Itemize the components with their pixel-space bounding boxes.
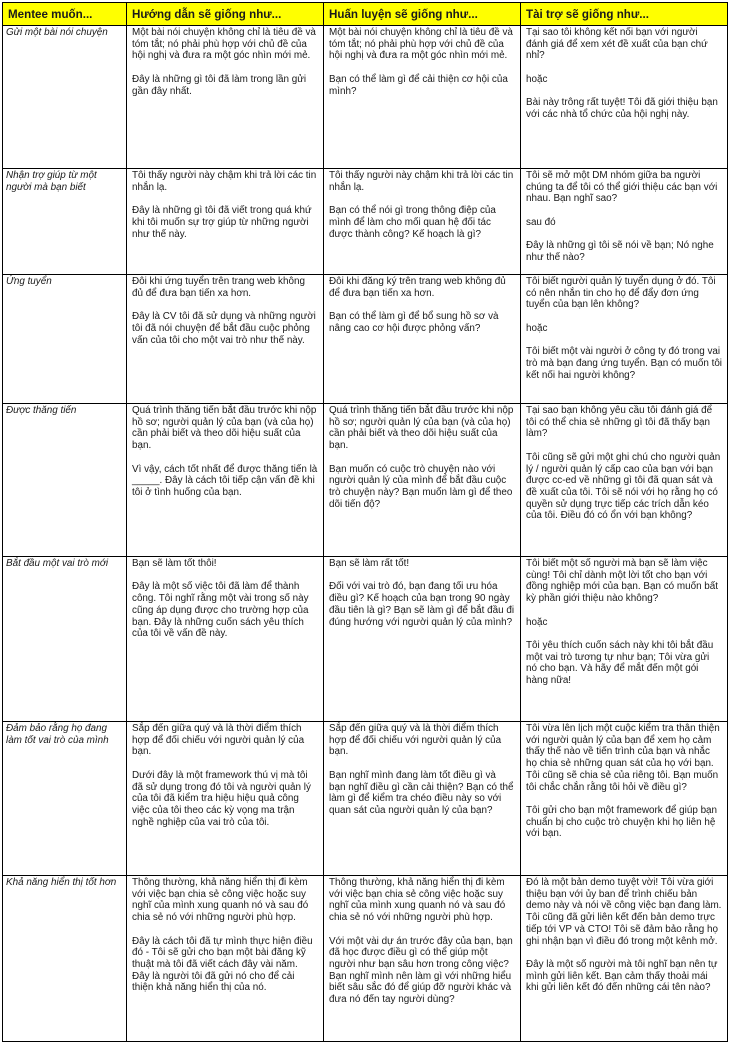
coaching-cell: [324, 557, 521, 722]
table-row: [3, 26, 728, 169]
guidance-paragraph: Quá trình thăng tiến bắt đầu trước khi nộp hồ sơ; người quản lý của bạn (và của họ) cần phải biết và theo dõi hiệu suất của bạn.: [132, 405, 317, 452]
table-row: [3, 876, 728, 1042]
coaching-cell: [324, 275, 521, 404]
sponsorship-paragraph: Tôi gửi cho bạn một framework để giúp bạn chuẩn bị cho cuộc trò chuyện khi họ liên hệ với bạn.: [526, 804, 718, 840]
sponsorship-paragraph: Tôi vừa lên lịch một cuộc kiểm tra thân thiện với người quản lý của bạn để xem họ cảm thấy thế nào về tiến trình của bạn và nhắc họ chia sẻ những quan sát của họ với bạn. Tôi cũng sẽ chia sẻ của riêng tôi. Bạn muốn tôi chắc chắn rằng tôi hỏi về điều gì?: [526, 723, 720, 793]
guidance-paragraph: Đôi khi ứng tuyển trên trang web không đủ để đưa bạn tiến xa hơn.: [132, 276, 305, 299]
table-row: [3, 404, 728, 557]
sponsorship-cell: [521, 557, 728, 722]
guidance-cell: [127, 26, 324, 169]
table-row: [3, 722, 728, 876]
sponsorship-paragraph: Tôi biết người quản lý tuyển dụng ở đó. Tôi có nên nhắn tin cho họ để đẩy đơn ứng tuyển của bạn lên không?: [526, 276, 716, 311]
coaching-cell: [324, 876, 521, 1042]
guidance-paragraph: Đây là những gì tôi đã viết trong quá khứ khi tôi muốn sự trợ giúp từ những người như thế này.: [132, 205, 312, 240]
header-row: [3, 3, 728, 26]
header-coaching: Huấn luyện sẽ giống như...: [324, 3, 521, 26]
sponsorship-paragraph: sau đó: [526, 216, 556, 228]
guidance-paragraph: Vì vậy, cách tốt nhất để được thăng tiến là _____. Đây là cách tôi tiếp cận vấn đề khi tôi ở tình huống của bạn.: [132, 463, 318, 498]
row-label: Bắt đầu một vai trò mới: [3, 557, 127, 722]
guidance-paragraph: Đây là CV tôi đã sử dụng và những người tôi đã nói chuyện để bắt đầu cuộc phỏng vấn của tôi cho một vai trò như thế này.: [132, 311, 316, 346]
coaching-cell: [324, 404, 521, 557]
header-guidance: Hướng dẫn sẽ giống như...: [127, 3, 324, 26]
guidance-paragraph: Một bài nói chuyện không chỉ là tiêu đề và tóm tắt; nó phải phù hợp với chủ đề của hội nghị và đưa ra một góc nhìn mới mẻ.: [132, 27, 316, 62]
coaching-paragraph: Bạn có thể làm gì để bổ sung hồ sơ và nâng cao cơ hội được phỏng vấn?: [329, 311, 499, 334]
sponsorship-paragraph: hoặc: [526, 73, 548, 85]
guidance-paragraph: Đây là cách tôi đã tự mình thực hiện điều đó - Tôi sẽ gửi cho bạn một bài đăng kỹ thuật mà tôi đã viết cách đây vài năm. Đây là người tôi đã gửi nó cho để cải thiện khả năng hiển thị của nó.: [132, 935, 313, 994]
coaching-cell: [324, 722, 521, 876]
header-sponsorship: Tài trợ sẽ giống như...: [521, 3, 728, 26]
row-label: Được thăng tiến: [3, 404, 127, 557]
sponsorship-paragraph: Tại sao tôi không kết nối bạn với người đánh giá để xem xét đề xuất của bạn chứ nhỉ?: [526, 27, 708, 62]
sponsorship-paragraph: Tôi biết một số người mà bạn sẽ làm việc cùng! Tôi chỉ dành một lời tốt cho bạn với đồng nghiệp mới của bạn. Bạn có muốn bất kỳ phần giới thiệu nào không?: [526, 558, 719, 605]
guidance-paragraph: Bạn sẽ làm tốt thôi!: [132, 558, 217, 569]
row-label: Gửi một bài nói chuyện: [3, 26, 127, 169]
row-label: Nhận trợ giúp từ một người mà bạn biết: [3, 169, 127, 275]
sponsorship-paragraph: Đây là những gì tôi sẽ nói về bạn; Nó nghe như thế nào?: [526, 240, 714, 263]
sponsorship-paragraph: Đây là một số người mà tôi nghĩ bạn nên tự mình gửi liên kết. Bạn cảm thấy thoải mái khi gửi liên kết đó đến những cái tên nào?: [526, 958, 718, 994]
coaching-cell: [324, 169, 521, 275]
coaching-paragraph: Quá trình thăng tiến bắt đầu trước khi nộp hồ sơ; người quản lý của bạn (và của họ) cần phải biết và theo dõi hiệu suất của bạn.: [329, 405, 514, 452]
sponsorship-paragraph: Tôi yêu thích cuốn sách này khi tôi bắt đầu một vai trò tương tự như bạn; Tôi vừa gửi nó cho bạn. Và hãy để mắt đến một gói hàng nữa!: [526, 639, 714, 686]
guidance-paragraph: Tôi thấy người này chậm khi trả lời các tin nhắn lạ.: [132, 170, 317, 193]
guidance-paragraph: Sắp đến giữa quý và là thời điểm thích hợp để đối chiếu với người quản lý của bạn.: [132, 723, 305, 758]
table-row: [3, 169, 728, 275]
coaching-paragraph: Bạn muốn có cuộc trò chuyện nào với người quản lý của mình để bắt đầu cuộc trò chuyện này? Bạn muốn làm gì để theo dõi tiến độ?: [329, 463, 513, 510]
guidance-paragraph: Dưới đây là một framework thú vị mà tôi đã sử dụng trong đó tôi và người quản lý của tôi đã kiểm tra hiệu hiệu quả công việc của tôi theo các kỳ vọng ma trận nghề nghiệp của vai trò của tôi.: [132, 769, 311, 828]
row-label: Đảm bảo rằng họ đang làm tốt vai trò của mình: [3, 722, 127, 876]
sponsorship-paragraph: hoặc: [526, 616, 548, 628]
sponsorship-cell: [521, 404, 728, 557]
coaching-cell: [324, 26, 521, 169]
sponsorship-paragraph: Tôi sẽ mở một DM nhóm giữa ba người chúng ta để tôi có thể giới thiệu các bạn với nhau. Bạn nghĩ sao?: [526, 170, 718, 205]
mentoring-comparison-table: [2, 2, 728, 1042]
coaching-paragraph: Một bài nói chuyện không chỉ là tiêu đề và tóm tắt; nó phải phù hợp với chủ đề của hội nghị và đưa ra một góc nhìn mới mẻ.: [329, 27, 513, 62]
guidance-cell: [127, 557, 324, 722]
sponsorship-cell: [521, 275, 728, 404]
coaching-paragraph: Bạn nghĩ mình đang làm tốt điều gì và bạn nghĩ điều gì cần cải thiện? Bạn có thể làm gì để kiểm tra chéo điều này so với quan sát của người quản lý của bạn?: [329, 769, 514, 816]
guidance-paragraph: Đây là những gì tôi đã làm trong lần gửi gần đây nhất.: [132, 73, 307, 97]
guidance-cell: [127, 404, 324, 557]
guidance-paragraph: Đây là một số việc tôi đã làm để thành công. Tôi nghĩ rằng một vài trong số này cũng áp dụng được cho trường hợp của bạn. Đây là những cuốn sách yêu thích của tôi về vấn đề này.: [132, 581, 309, 640]
sponsorship-cell: [521, 26, 728, 169]
table-row: [3, 557, 728, 722]
guidance-paragraph: Thông thường, khả năng hiển thị đi kèm với việc bạn chia sẻ công việc hoặc suy nghĩ của mình xung quanh nó và sau đó chia sẻ nó với những người phù hợp.: [132, 877, 309, 924]
header-mentee-wants: Mentee muốn...: [3, 3, 127, 26]
coaching-paragraph: Với một vài dự án trước đây của bạn, bạn đã học được điều gì có thể giúp một người như bạn sâu hơn trong công việc? Bạn nghĩ mình nên làm gì với những hiểu biết sâu sắc đó để giúp đỡ người khác và đưa nó đến tay người dùng?: [329, 935, 513, 1006]
coaching-paragraph: Thông thường, khả năng hiển thị đi kèm với việc bạn chia sẻ công việc hoặc suy nghĩ của mình xung quanh nó và sau đó chia sẻ nó với những người phù hợp.: [329, 877, 506, 924]
guidance-cell: [127, 876, 324, 1042]
sponsorship-paragraph: Bài này trông rất tuyệt! Tôi đã giới thiệu bạn với các nhà tổ chức của hội nghị này.: [526, 97, 718, 120]
sponsorship-paragraph: Tôi cũng sẽ gửi một ghi chú cho người quản lý / người quản lý cấp cao của bạn với bạn được cc-ed về những gì tôi đã quan sát và đề xuất của tôi. Tôi sẽ nói với họ rằng họ có quyền sử dụng trực tiếp các trích dẫn kéo của tôi. Điều đó có ổn với bạn không?: [526, 451, 721, 522]
sponsorship-cell: [521, 722, 728, 876]
guidance-cell: [127, 275, 324, 404]
sponsorship-paragraph: Đó là một bản demo tuyệt vời! Tôi vừa giới thiệu bạn với ủy ban để trình chiếu bản demo này và nói về công việc bạn đang làm. Tôi cũng đã gửi liên kết đến bản demo trực tiếp tới VP và CTO! Tôi sẽ đảm bảo rằng họ ghi nhận bạn vì điều đó trong một kênh mở.: [526, 877, 722, 947]
sponsorship-paragraph: Tôi biết một vài người ở công ty đó trong vai trò mà bạn đang ứng tuyển. Bạn có muốn tôi kết nối hai người không?: [526, 346, 723, 381]
sponsorship-paragraph: Tại sao bạn không yêu cầu tôi đánh giá để tôi có thể chia sẻ những gì tôi đã thấy bạn làm?: [526, 405, 713, 440]
coaching-paragraph: Sắp đến giữa quý và là thời điểm thích hợp để đối chiếu với người quản lý của bạn.: [329, 723, 502, 758]
row-label: Khả năng hiển thị tốt hơn: [3, 876, 127, 1042]
coaching-paragraph: Tôi thấy người này chậm khi trả lời các tin nhắn lạ.: [329, 170, 514, 193]
guidance-cell: [127, 169, 324, 275]
row-label: Ứng tuyển: [3, 275, 127, 404]
guidance-cell: [127, 722, 324, 876]
coaching-paragraph: Bạn sẽ làm rất tốt!: [329, 558, 410, 569]
sponsorship-cell: [521, 169, 728, 275]
coaching-paragraph: Đôi khi đăng ký trên trang web không đủ để đưa bạn tiến xa hơn.: [329, 276, 506, 299]
coaching-paragraph: Bạn có thể làm gì để cải thiện cơ hội của mình?: [329, 73, 508, 97]
coaching-paragraph: Đối với vai trò đó, bạn đang tối ưu hóa điều gì? Kế hoạch của bạn trong 90 ngày đầu tiên là gì? Bạn sẽ làm gì để bắt đầu đi đúng hướng với người quản lý của mình?: [329, 581, 515, 628]
table-row: [3, 275, 728, 404]
coaching-paragraph: Bạn có thể nói gì trong thông điệp của mình để làm cho mối quan hệ đối tác được thành công? Kế hoạch là gì?: [329, 205, 496, 240]
sponsorship-cell: [521, 876, 728, 1042]
sponsorship-paragraph: hoặc: [526, 322, 548, 334]
